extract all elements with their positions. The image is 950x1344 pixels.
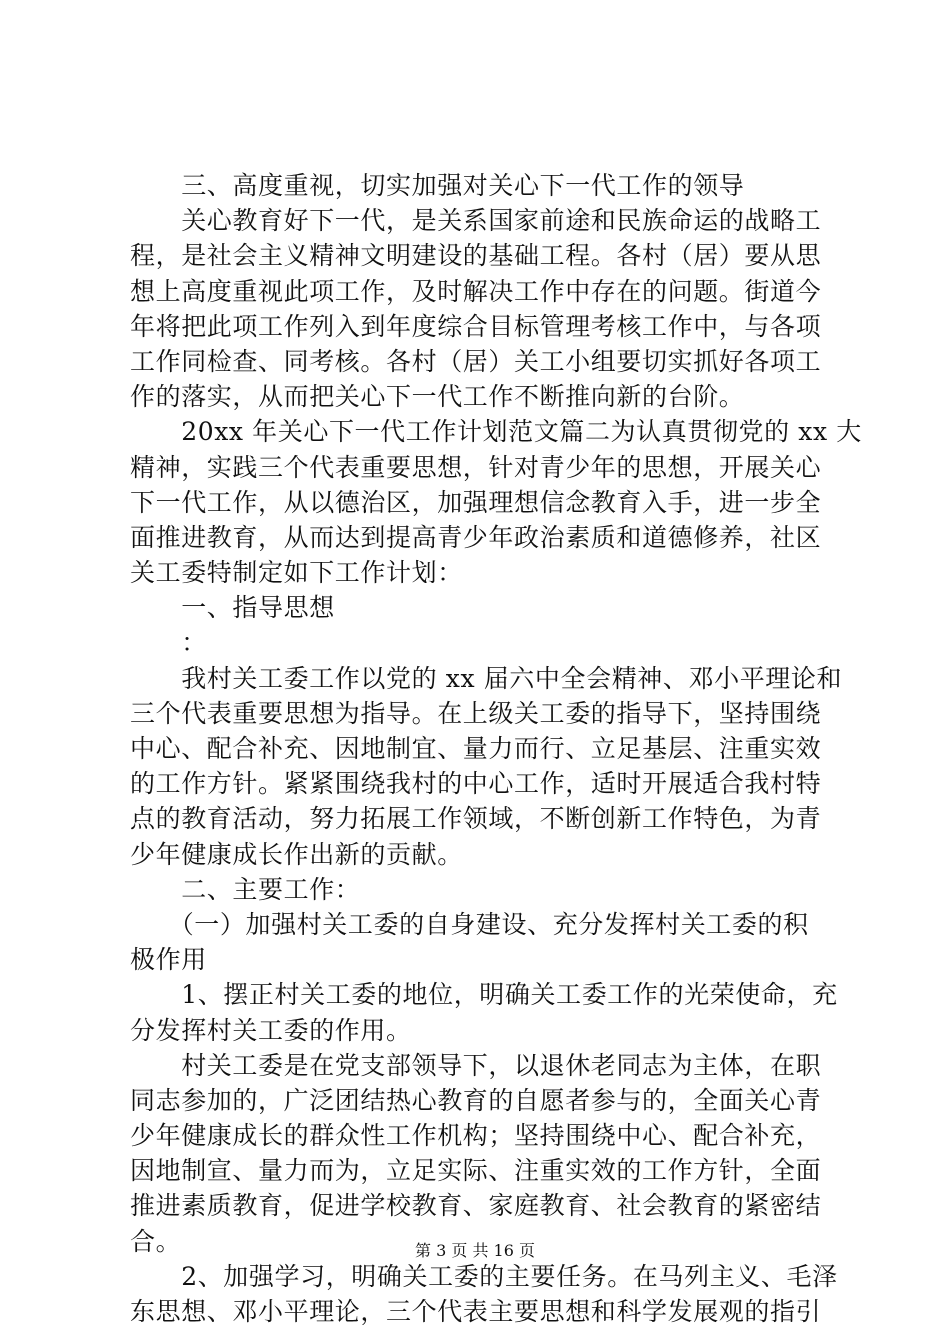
text-line: 因地制宣、量力而为，立足实际、注重实效的工作方针，全面 bbox=[130, 1156, 822, 1186]
text-line: 作的落实，从而把关心下一代工作不断推向新的台阶。 bbox=[130, 382, 745, 412]
text-line: 中心、配合补充、因地制宜、量力而行、立足基层、注重实效 bbox=[130, 734, 822, 763]
text-line: 关心教育好下一代，是关系国家前途和民族命运的战略工 bbox=[130, 206, 822, 236]
text-line: 关工委特制定如下工作计划： bbox=[130, 558, 463, 588]
text-line: 合。 bbox=[130, 1226, 182, 1256]
text-line: 少年健康成长作出新的贡献。 bbox=[130, 839, 463, 869]
text-line: 工作同检查、同考核。各村（居）关工小组要切实抓好各项工 bbox=[130, 346, 822, 376]
text-line: 少年健康成长的群众性工作机构；坚持围绕中心、配合补充， bbox=[130, 1121, 822, 1151]
text-line: 程，是社会主义精神文明建设的基础工程。各村（居）要从思 bbox=[130, 241, 822, 271]
text-line: 1、摆正村关工委的地位，明确关工委工作的光荣使命，充 bbox=[130, 980, 838, 1010]
text-line: （一）加强村关工委的自身建设、充分发挥村关工委的积 bbox=[130, 909, 809, 939]
page-footer: 第 3 页 共 16 页 bbox=[415, 1241, 535, 1260]
text-line: 东思想、邓小平理论，三个代表主要思想和科学发展观的指引 bbox=[130, 1297, 822, 1326]
text-line: 我村关工委工作以党的 xx 届六中全会精神、邓小平理论和 bbox=[130, 663, 843, 693]
text-line: 分发挥村关工委的作用。 bbox=[130, 1015, 412, 1045]
text-line: 面推进教育，从而达到提高青少年政治素质和道德修养，社区 bbox=[130, 522, 822, 552]
text-line: 点的教育活动，努力拓展工作领域，不断创新工作特色，为青 bbox=[130, 804, 822, 834]
text-line: 推进素质教育，促进学校教育、家庭教育、社会教育的紧密结 bbox=[130, 1191, 822, 1221]
text-line: ： bbox=[130, 628, 207, 658]
text-line: 年将把此项工作列入到年度综合目标管理考核工作中，与各项 bbox=[130, 311, 822, 341]
text-line: 三、高度重视，切实加强对关心下一代工作的领导 bbox=[130, 171, 745, 200]
text-line: 精神，实践三个代表重要思想，针对青少年的思想，开展关心 bbox=[130, 452, 822, 482]
text-line: 2、加强学习，明确关工委的主要任务。在马列主义、毛泽 bbox=[130, 1261, 838, 1291]
text-line: 三个代表重要思想为指导。在上级关工委的指导下，坚持围绕 bbox=[130, 698, 822, 728]
text-line: 的工作方针。紧紧围绕我村的中心工作，适时开展适合我村特 bbox=[130, 769, 822, 799]
text-line: 村关工委是在党支部领导下，以退休老同志为主体，在职 bbox=[130, 1050, 822, 1080]
document-body bbox=[130, 168, 862, 1329]
text-line: 一、指导思想 bbox=[130, 593, 335, 623]
text-line: 下一代工作，从以德治区，加强理想信念教育入手，进一步全 bbox=[130, 487, 822, 517]
text-line: 20xx 年关心下一代工作计划范文篇二为认真贯彻党的 xx 大 bbox=[130, 417, 862, 447]
text-line: 同志参加的，广泛团结热心教育的自愿者参与的，全面关心青 bbox=[130, 1085, 822, 1115]
text-line: 极作用 bbox=[130, 945, 207, 975]
text-line: 想上高度重视此项工作，及时解决工作中存在的问题。街道今 bbox=[130, 276, 822, 306]
text-line: 二、主要工作： bbox=[130, 874, 361, 904]
